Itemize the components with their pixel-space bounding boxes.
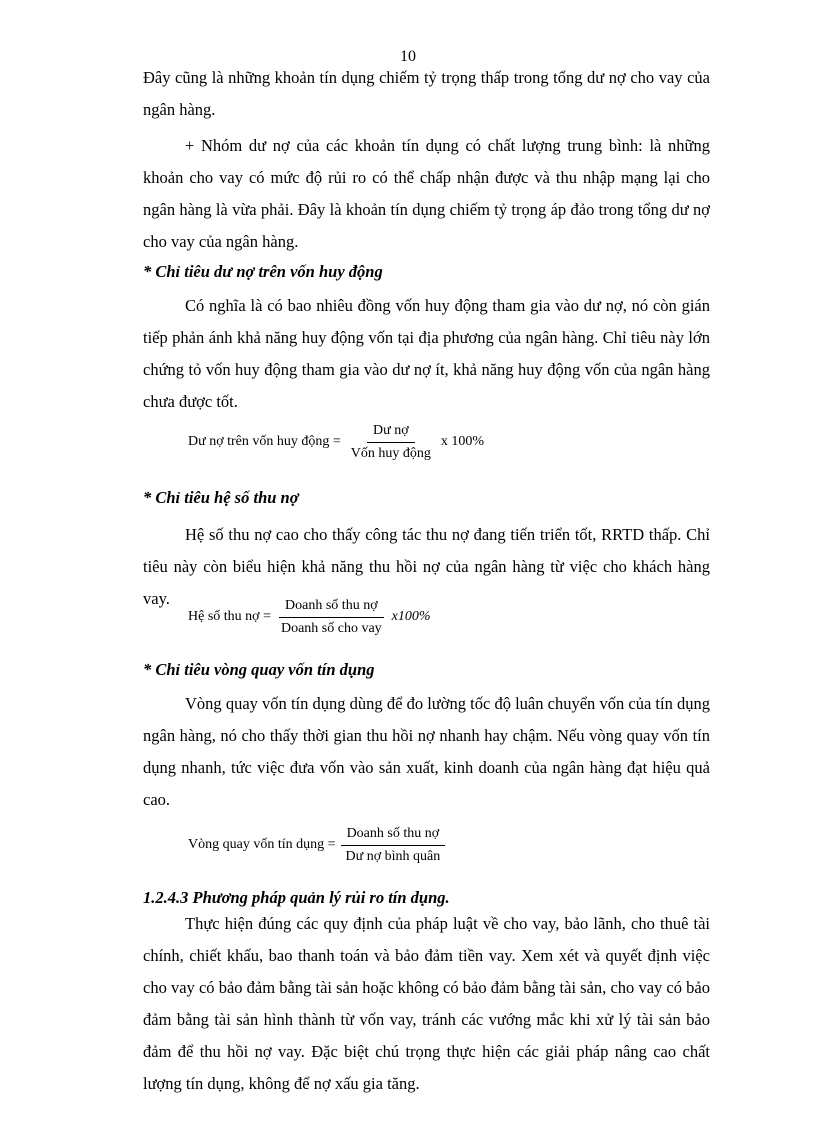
heading-he-so-thu-no: * Chỉ tiêu hệ số thu nợ bbox=[143, 488, 299, 507]
paragraph-5-block bbox=[143, 688, 710, 816]
paragraph-3-block bbox=[143, 290, 710, 418]
heading-2-block bbox=[143, 482, 710, 514]
heading-vong-quay-von-tin-dung: * Chỉ tiêu vòng quay vốn tín dụng bbox=[143, 660, 375, 679]
paragraph-1: Đây cũng là những khoản tín dụng chiếm tỷ trọng thấp trong tổng dư nợ cho vay của ngân hàng. bbox=[143, 68, 710, 119]
formula-2-denominator: Doanh số cho vay bbox=[280, 620, 382, 636]
paragraph-2: + Nhóm dư nợ của các khoản tín dụng có chất lượng trung bình: là những khoản cho vay có mức độ rủi ro có thể chấp nhận được và thu nhập mạng lại cho ngân hàng là vừa phải. Đây là khoản tín dụng chiếm tỷ trọng áp đảo trong tổng dư nợ cho vay của ngân hàng. bbox=[143, 136, 710, 251]
formula-2-lhs: Hệ số thu nợ = bbox=[188, 609, 271, 625]
paragraph-1-block bbox=[143, 62, 710, 126]
heading-3-block bbox=[143, 654, 710, 686]
formula-1-multiplier: x 100% bbox=[440, 434, 485, 450]
heading-du-no-tren-von-huy-dong: * Chỉ tiêu dư nợ trên vốn huy động bbox=[143, 262, 383, 281]
formula-2-numerator: Doanh số thu nợ bbox=[279, 597, 384, 618]
formula-3-denominator: Dư nợ bình quân bbox=[345, 848, 441, 864]
heading-1-block bbox=[143, 256, 710, 288]
paragraph-2-block bbox=[143, 130, 710, 258]
paragraph-6-block bbox=[143, 908, 710, 1100]
paragraph-6: Thực hiện đúng các quy định của pháp luật về cho vay, bảo lãnh, cho thuê tài chính, chiết khấu, bao thanh toán và bảo đảm tiền vay. Xem xét và quyết định việc cho vay có bảo đảm bằng tài sản hoặc không có bảo đảm bằng tài sản, cho vay có bảo đảm bằng tài sản hình thành từ vốn vay, tránh các vướng mắc khi xử lý tài sản bảo đảm để thu hồi nợ vay. Đặc biệt chú trọng thực hiện các giải pháp nâng cao chất lượng tín dụng, không để nợ xấu gia tăng. bbox=[143, 914, 710, 1093]
formula-du-no-tren-von-huy-dong bbox=[188, 422, 588, 462]
formula-3-lhs: Vòng quay vốn tín dụng = bbox=[188, 837, 336, 853]
formula-1-denominator: Vốn huy động bbox=[350, 445, 431, 461]
formula-vong-quay-von-tin-dung bbox=[188, 825, 588, 865]
formula-1-fraction bbox=[345, 422, 437, 462]
paragraph-4: Hệ số thu nợ cao cho thấy công tác thu nợ đang tiến triển tốt, RRTD thấp. Chỉ tiêu này còn biểu hiện khả năng thu hồi nợ của ngân hàng từ việc cho khách hàng vay. bbox=[143, 525, 710, 608]
formula-1-numerator: Dư nợ bbox=[367, 422, 415, 443]
formula-3-numerator: Doanh số thu nợ bbox=[341, 825, 446, 846]
formula-he-so-thu-no bbox=[188, 597, 588, 637]
formula-2-fraction bbox=[275, 597, 388, 637]
formula-2-multiplier: x100% bbox=[391, 609, 431, 625]
page-number: 10 bbox=[400, 48, 416, 65]
paragraph-3: Có nghĩa là có bao nhiêu đồng vốn huy động tham gia vào dư nợ, nó còn gián tiếp phản ánh khả năng huy động vốn tại địa phương của ngân hàng. Chỉ tiêu này lớn chứng tỏ vốn huy động tham gia vào dư nợ ít, khả năng huy động vốn của ngân hàng chưa được tốt. bbox=[143, 296, 710, 411]
paragraph-5: Vòng quay vốn tín dụng dùng để đo lường tốc độ luân chuyển vốn của tín dụng ngân hàng, nó cho thấy thời gian thu hồi nợ nhanh hay chậm. Nếu vòng quay vốn tín dụng nhanh, tức việc đưa vốn vào sản xuất, kinh doanh của ngân hàng đạt hiệu quả cao. bbox=[143, 694, 710, 809]
formula-3-fraction bbox=[340, 825, 447, 865]
heading-phuong-phap-quan-ly-rui-ro: 1.2.4.3 Phương pháp quản lý rủi ro tín dụng. bbox=[143, 888, 450, 907]
formula-1-lhs: Dư nợ trên vốn huy động = bbox=[188, 434, 341, 450]
